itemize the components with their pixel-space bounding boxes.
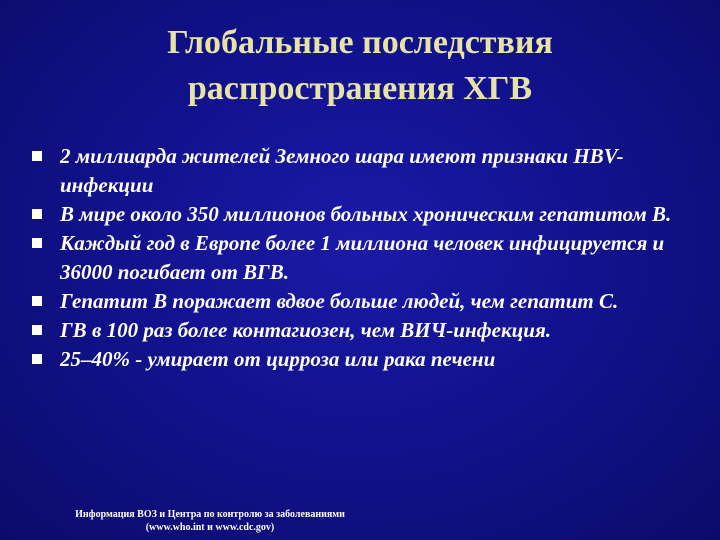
bullet-item (30, 287, 700, 316)
bullet-text: Каждый год в Европе более 1 миллиона человек инфицируется и 36000 погибает от ВГВ. (60, 231, 665, 284)
bullet-item (30, 142, 700, 200)
square-bullet-icon (32, 354, 42, 364)
bullet-item (30, 200, 700, 229)
square-bullet-icon (32, 296, 42, 306)
bullet-text: 2 миллиарда жителей Земного шара имеют признаки HBV-инфекции (60, 144, 624, 197)
bullet-item (30, 229, 700, 287)
footnote-line-1: Информация ВОЗ и Центра по контролю за заболеваниями (75, 509, 345, 520)
bullet-text: ГВ в 100 раз более контагиозен, чем ВИЧ-инфекция. (60, 318, 552, 342)
footnote-line-2: (www.who.int и www.cdc.gov) (145, 522, 275, 533)
square-bullet-icon (32, 209, 42, 219)
bullet-text: Гепатит В поражает вдвое больше людей, чем гепатит С. (60, 289, 619, 313)
bullet-text: В мире около 350 миллионов больных хроническим гепатитом В. (60, 202, 672, 226)
slide-title (0, 20, 720, 112)
slide-title-line-2: распространения ХГВ (187, 70, 533, 107)
bullet-text: 25–40% - умирает от цирроза или рака печени (60, 347, 496, 371)
slide-title-line-1: Глобальные последствия (167, 24, 553, 61)
bullet-item (30, 316, 700, 345)
bullet-item (30, 345, 700, 374)
square-bullet-icon (32, 151, 42, 161)
square-bullet-icon (32, 325, 42, 335)
bullet-list (30, 142, 700, 374)
source-footnote (30, 508, 390, 534)
square-bullet-icon (32, 238, 42, 248)
